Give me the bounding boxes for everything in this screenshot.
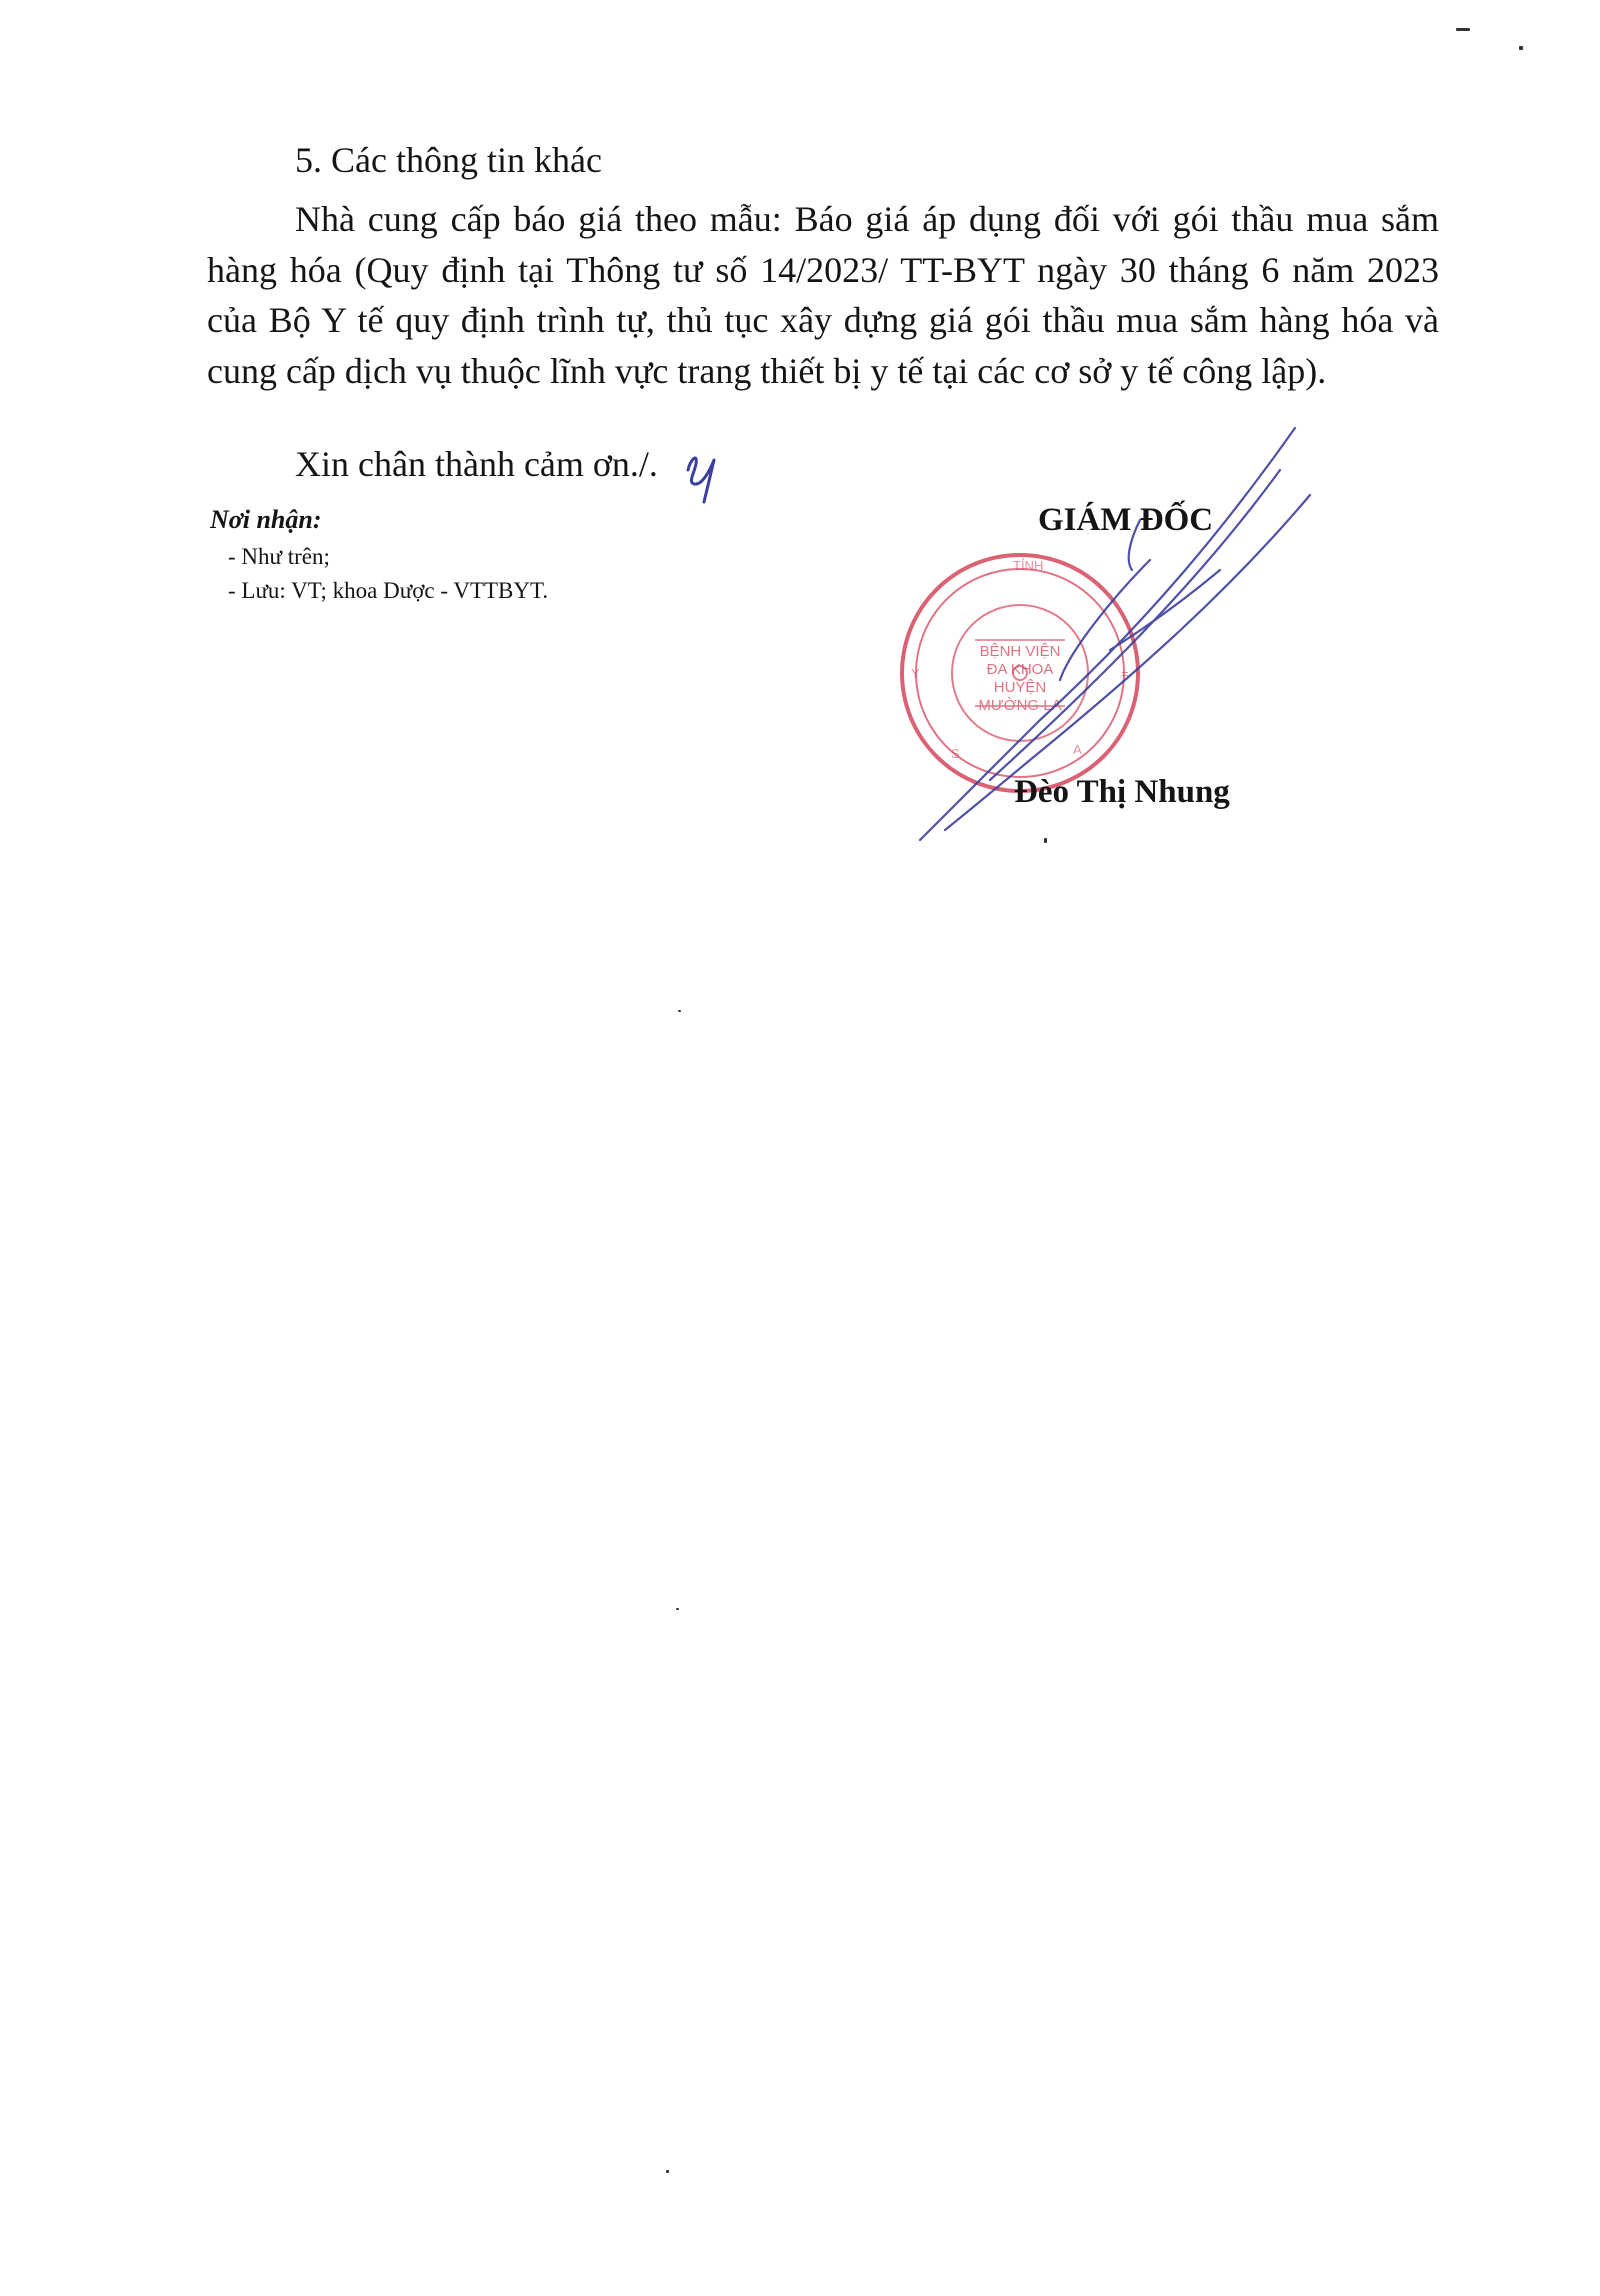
signer-name: Đèo Thị Nhung — [1014, 774, 1230, 810]
scan-speck — [678, 1010, 681, 1012]
official-seal-icon — [895, 548, 1145, 798]
svg-text:TỈNH: TỈNH — [1013, 558, 1044, 573]
recipients-title: Nơi nhận: — [210, 505, 322, 534]
handwritten-initial-icon — [680, 430, 730, 510]
closing-line: Xin chân thành cảm ơn./. — [295, 444, 658, 484]
scan-speck — [676, 1608, 679, 1610]
signer-title: GIÁM ĐỐC — [1038, 502, 1214, 538]
svg-text:=: = — [1121, 666, 1129, 681]
svg-text:BỆNH VIỆN: BỆNH VIỆN — [979, 643, 1061, 660]
section-heading: 5. Các thông tin khác — [295, 140, 602, 180]
svg-text:S: S — [951, 746, 960, 761]
scan-speck — [1519, 46, 1523, 50]
recipient-item: - Như trên; — [228, 544, 330, 569]
recipients-list — [228, 540, 548, 608]
svg-text:ĐA KHOA: ĐA KHOA — [986, 661, 1054, 678]
svg-text:Y: Y — [911, 666, 920, 681]
recipient-item: - Lưu: VT; khoa Dược - VTTBYT. — [228, 578, 549, 603]
svg-text:HUYỆN: HUYỆN — [993, 679, 1047, 696]
svg-text:MƯỜNG LA: MƯỜNG LA — [978, 697, 1062, 714]
svg-text:A: A — [1073, 742, 1082, 757]
body-paragraph: Nhà cung cấp báo giá theo mẫu: Báo giá áp dụng đối với gói thầu mua sắm hàng hóa (Quy định tại Thông tư số 14/2023/ TT-BYT ngày 30 tháng 6 năm 2023 của Bộ Y tế quy định trình tự, thủ tục xây dựng giá gói thầu mua sắm hàng hóa và cung cấp dịch vụ thuộc lĩnh vực trang thiết bị y tế tại các cơ sở y tế công lập). — [207, 199, 1439, 391]
scan-speck — [1456, 28, 1470, 31]
scan-speck — [1044, 838, 1047, 843]
scan-speck — [666, 2170, 669, 2173]
